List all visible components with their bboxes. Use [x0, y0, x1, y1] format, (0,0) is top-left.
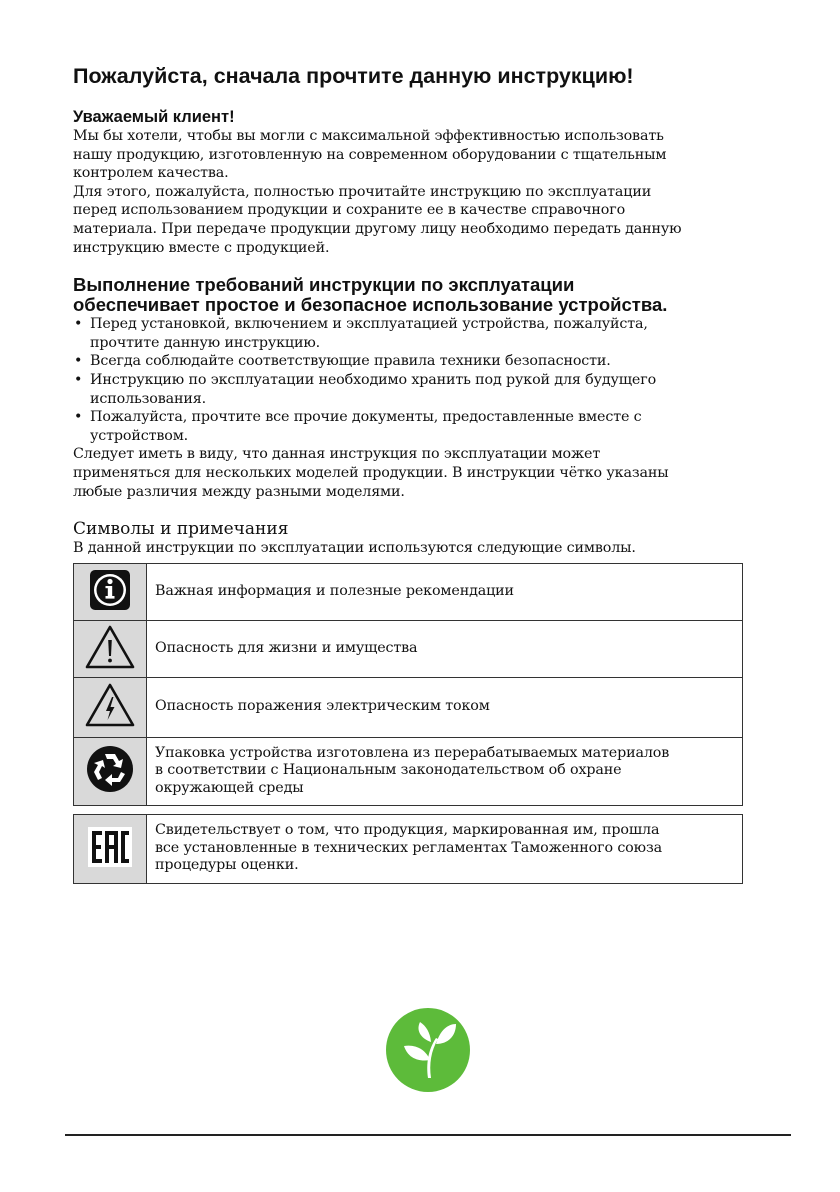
symbol-description: процедуры оценки. — [155, 857, 299, 874]
list-item-line: использования. — [90, 390, 207, 407]
list-item-line: • Всегда соблюдайте соответствующие правила техники безопасности. — [90, 353, 611, 370]
list-item-line: • Пожалуйста, прочтите все прочие документы, предоставленные вместе с — [90, 409, 642, 426]
text-line: материала. При передаче продукции другому лицу необходимо передать данную — [73, 220, 682, 237]
requirements-heading — [73, 275, 773, 315]
list-item — [73, 315, 773, 352]
text-line: Для этого, пожалуйста, полностью прочитайте инструкцию по эксплуатации — [73, 183, 652, 200]
greeting-heading: Уважаемый клиент! — [73, 108, 235, 126]
text-line: Мы бы хотели, чтобы вы могли с максимальной эффективностью использовать — [73, 128, 664, 144]
symbols-table — [73, 563, 743, 806]
info-icon — [87, 567, 133, 613]
symbols-heading: Символы и примечания — [73, 519, 289, 540]
symbol-description: Опасность поражения электрическим током — [155, 698, 490, 715]
list-item — [73, 408, 773, 445]
eac-mark-icon — [88, 827, 132, 867]
page-content — [73, 62, 773, 884]
text-line: контролем качества. — [73, 165, 229, 182]
leaf-icon — [386, 1008, 470, 1092]
heading-line: обеспечивает простое и безопасное использование устройства. — [73, 294, 668, 316]
symbol-description: Упаковка устройства изготовлена из перерабатываемых материалов — [155, 744, 670, 761]
text-line: нашу продукцию, изготовленную на современном оборудовании с тщательным — [73, 146, 667, 163]
text-line: инструкцию вместе с продукцией. — [73, 239, 330, 256]
list-item — [73, 371, 773, 408]
symbol-description: в соответствии с Национальным законодательством об охране — [155, 762, 622, 779]
table-row — [74, 620, 743, 677]
list-item-line: • Инструкцию по эксплуатации необходимо хранить под рукой для будущего — [90, 371, 657, 388]
list-item-line: прочтите данную инструкцию. — [90, 334, 321, 351]
list-item-line: • Перед установкой, включением и эксплуатацией устройства, пожалуйста, — [90, 316, 648, 333]
eac-table — [73, 814, 743, 884]
footer-divider — [65, 1134, 791, 1136]
symbol-description: все установленные в технических регламентах Таможенного союза — [155, 839, 662, 856]
table-row — [74, 814, 743, 883]
symbol-description: окружающей среды — [155, 779, 304, 796]
text-line: любые различия между разными моделями. — [73, 483, 405, 500]
greeting-text — [73, 127, 773, 257]
table-row — [74, 563, 743, 620]
list-item — [73, 352, 773, 371]
symbol-description: Важная информация и полезные рекомендации — [155, 582, 514, 599]
recycling-icon — [85, 744, 135, 794]
symbol-description: Свидетельствует о том, что продукция, маркированная им, прошла — [155, 822, 660, 839]
text-line: перед использованием продукции и сохраните ее в качестве справочного — [73, 202, 626, 219]
warning-triangle-icon — [84, 624, 136, 670]
table-row — [74, 677, 743, 737]
list-item-line: устройством. — [90, 427, 189, 444]
requirements-note — [73, 445, 773, 501]
electric-shock-icon — [84, 682, 136, 728]
symbols-intro: В данной инструкции по эксплуатации используются следующие символы. — [73, 540, 636, 557]
text-line: применяться для нескольких моделей продукции. В инструкции чётко указаны — [73, 464, 669, 481]
page-title: Пожалуйста, сначала прочтите данную инструкцию! — [73, 64, 634, 88]
symbol-description: Опасность для жизни и имущества — [155, 639, 418, 656]
text-line: Следует иметь в виду, что данная инструкция по эксплуатации может — [73, 446, 601, 463]
heading-line: Выполнение требований инструкции по эксплуатации — [73, 274, 575, 296]
table-row — [74, 737, 743, 805]
requirements-list — [73, 315, 773, 445]
